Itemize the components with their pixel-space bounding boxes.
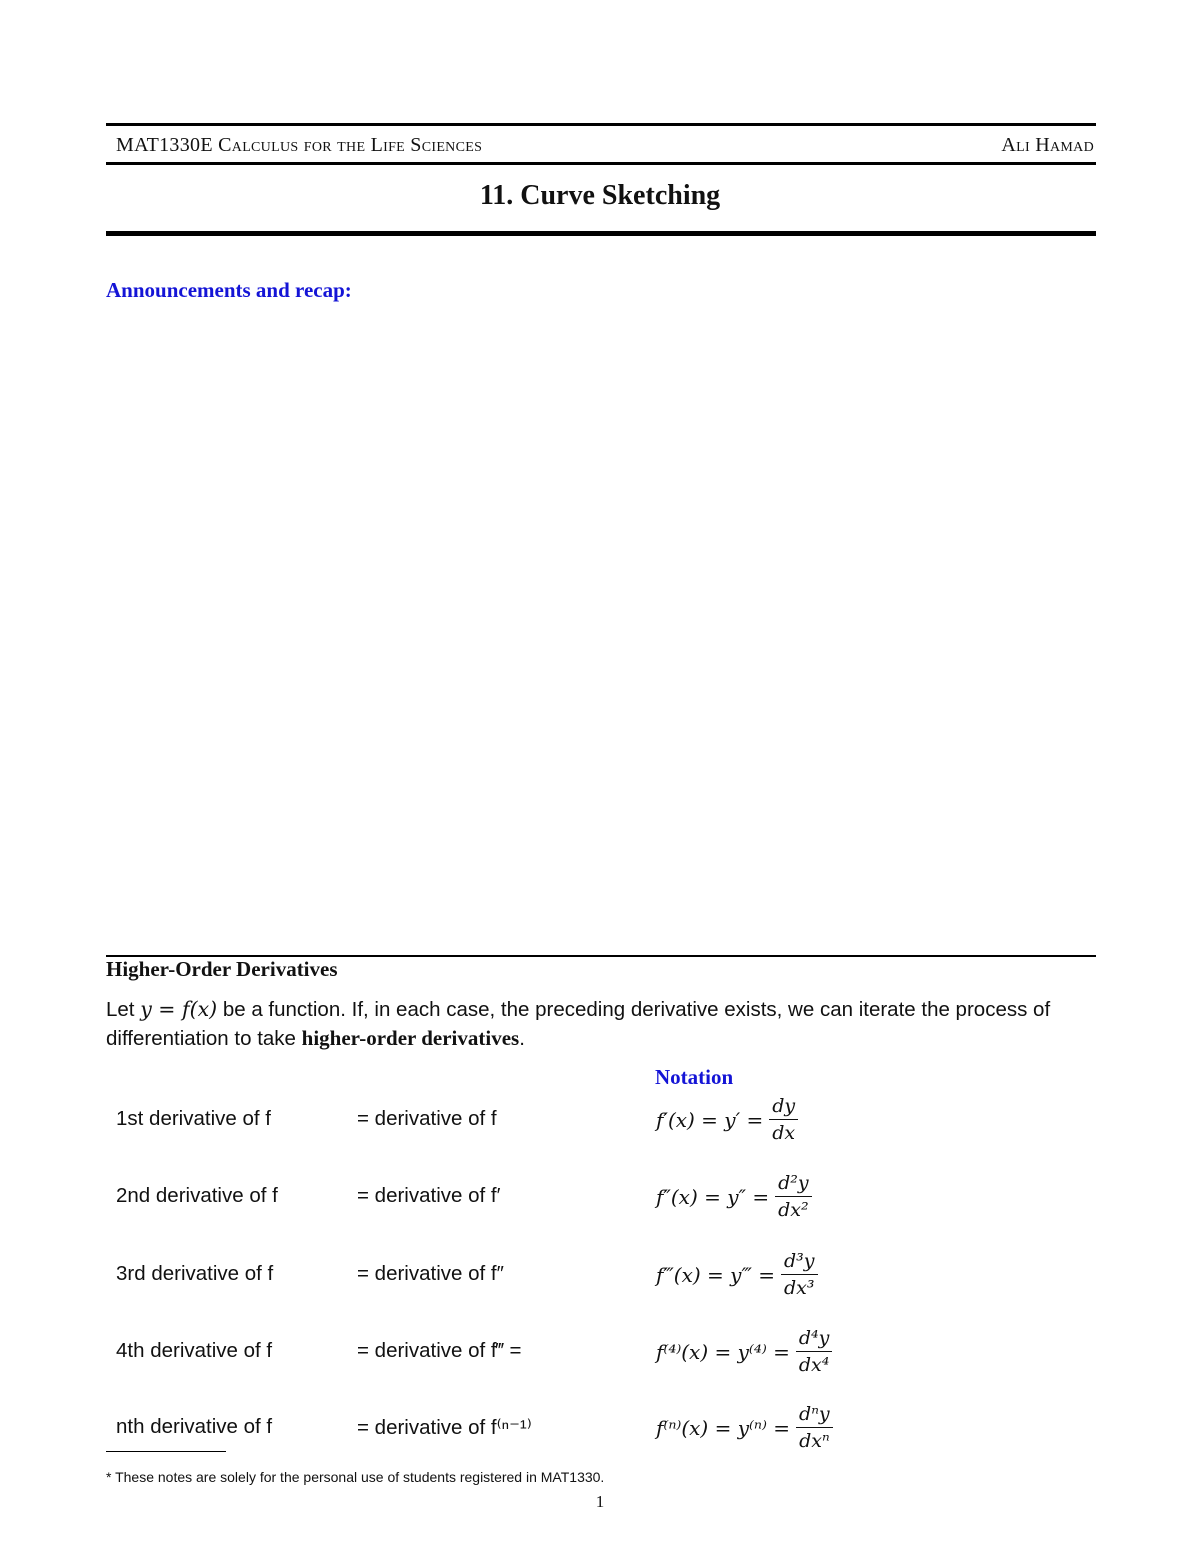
row-label: 1st derivative of f xyxy=(116,1107,271,1130)
leibniz-fraction xyxy=(781,1250,818,1299)
intro-lead: Let xyxy=(106,998,135,1021)
title-rule xyxy=(106,231,1096,236)
intro-mid: be a function. If, in each case, the preceding derivative exists, we can iterate the process of differentiation to take xyxy=(106,998,1051,1050)
fraction-denominator: dx xyxy=(772,1122,796,1144)
notation-lhs: f‴(x) = y‴ = xyxy=(656,1262,775,1287)
row-notation xyxy=(656,1327,832,1376)
author-name: Ali Hamad xyxy=(1001,134,1094,156)
derivative-row-4 xyxy=(0,1327,1200,1387)
notation-lhs: f′(x) = y′ = xyxy=(656,1107,764,1132)
notation-lhs: f″(x) = y″ = xyxy=(656,1184,770,1209)
fraction-numerator: d⁴y xyxy=(796,1327,833,1352)
announcements-heading: Announcements and recap: xyxy=(106,278,352,302)
section-heading: Higher-Order Derivatives xyxy=(106,957,338,981)
fraction-denominator: dxⁿ xyxy=(799,1430,830,1452)
intro-bold-term: higher-order derivatives xyxy=(301,1026,520,1050)
notation-lhs: f⁽⁴⁾(x) = y⁽⁴⁾ = xyxy=(656,1339,790,1364)
footnote: * These notes are solely for the personal use of students registered in MAT1330. xyxy=(106,1469,605,1485)
row-label: 4th derivative of f xyxy=(116,1339,273,1362)
header-top-rule xyxy=(106,123,1096,126)
notation-heading: Notation xyxy=(655,1065,734,1089)
intro-math: y = f(x) xyxy=(140,997,218,1021)
row-definition: = derivative of f″ xyxy=(357,1262,504,1285)
page-title: 11. Curve Sketching xyxy=(479,180,721,211)
footnote-rule xyxy=(106,1451,226,1452)
course-title: MAT1330E Calculus for the Life Sciences xyxy=(116,134,483,156)
row-notation xyxy=(656,1172,812,1221)
leibniz-fraction xyxy=(796,1327,833,1376)
derivative-row-n xyxy=(0,1403,1200,1463)
fraction-numerator: d²y xyxy=(775,1172,812,1197)
derivative-row-1 xyxy=(0,1095,1200,1155)
row-label: nth derivative of f xyxy=(116,1415,273,1438)
derivative-row-2 xyxy=(0,1172,1200,1232)
row-definition: = derivative of f xyxy=(357,1107,497,1130)
fraction-denominator: dx⁴ xyxy=(798,1354,830,1376)
fraction-numerator: d³y xyxy=(781,1250,818,1275)
row-definition: = derivative of f‴ = xyxy=(357,1339,522,1362)
fraction-numerator: dy xyxy=(769,1095,798,1120)
row-label: 3rd derivative of f xyxy=(116,1262,274,1285)
notation-lhs: f⁽ⁿ⁾(x) = y⁽ⁿ⁾ = xyxy=(656,1415,791,1440)
leibniz-fraction xyxy=(796,1403,833,1452)
leibniz-fraction xyxy=(775,1172,812,1221)
row-definition: = derivative of f⁽ⁿ⁻¹⁾ xyxy=(357,1416,532,1439)
row-definition: = derivative of f′ xyxy=(357,1184,501,1207)
derivative-row-3 xyxy=(0,1250,1200,1310)
row-label: 2nd derivative of f xyxy=(116,1184,278,1207)
leibniz-fraction xyxy=(769,1095,798,1144)
fraction-denominator: dx³ xyxy=(783,1277,815,1299)
row-notation xyxy=(656,1250,818,1299)
header-bottom-rule xyxy=(106,162,1096,165)
intro-paragraph xyxy=(106,995,1096,1053)
intro-end: . xyxy=(519,1027,525,1050)
page-number: 1 xyxy=(595,1492,605,1511)
row-notation xyxy=(656,1095,798,1144)
fraction-denominator: dx² xyxy=(778,1199,809,1221)
row-notation xyxy=(656,1403,833,1452)
fraction-numerator: dⁿy xyxy=(796,1403,833,1428)
